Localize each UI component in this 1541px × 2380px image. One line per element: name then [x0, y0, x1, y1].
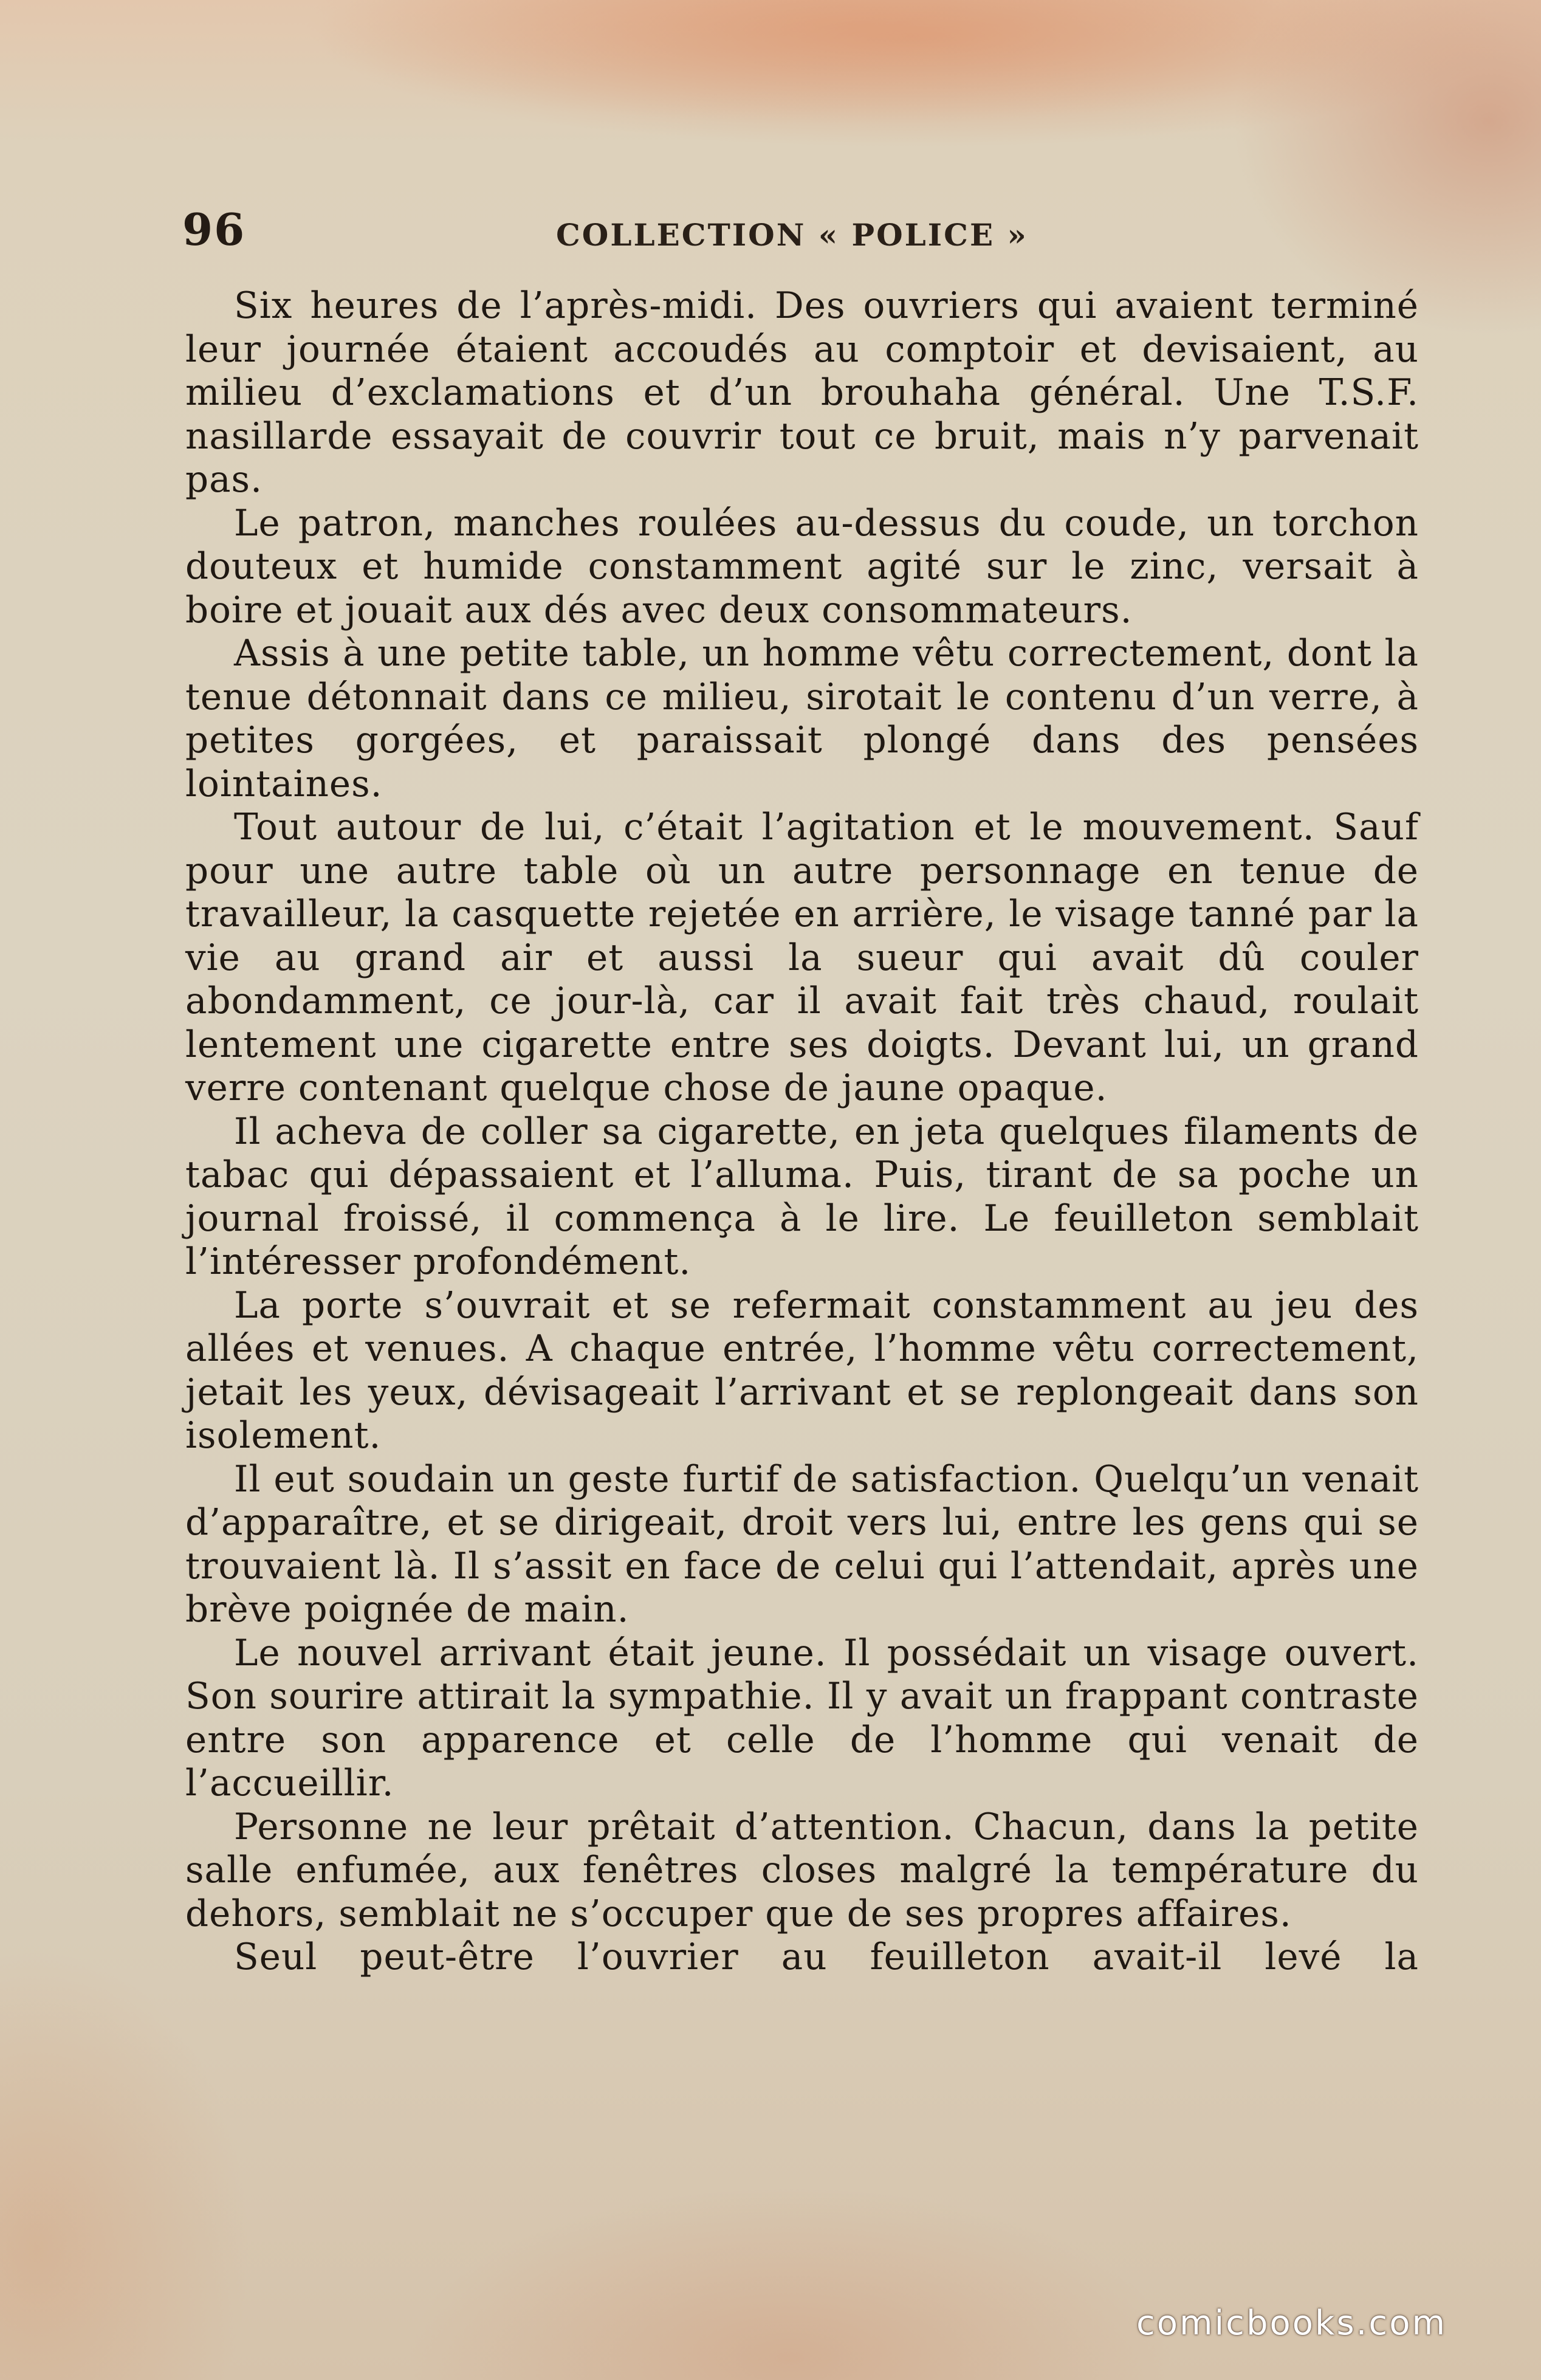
page-header: [182, 204, 1422, 258]
paragraph: Personne ne leur prêtait d’attention. Chacun, dans la petite salle enfumée, aux fenêtres closes malgré la température du dehors, semblait ne s’occuper que de ses propres affaires.: [185, 1806, 1419, 1935]
body-text: [185, 284, 1419, 1979]
paragraph: Il acheva de coller sa cigarette, en jeta quelques filaments de tabac qui dépassaient et l’alluma. Puis, tirant de sa poche un journal froissé, il commença à le lire. Le feuilleton semblait l’intéresser profondément.: [185, 1110, 1419, 1283]
paragraph: Le patron, manches roulées au-dessus du coude, un torchon douteux et humide constamment agité sur le zinc, versait à boire et jouait aux dés avec deux consommateurs.: [185, 502, 1419, 631]
page-number: 96: [182, 204, 246, 255]
paragraph: La porte s’ouvrait et se refermait constamment au jeu des allées et venues. A chaque entrée, l’homme vêtu correctement, jetait les yeux, dévisageait l’arrivant et se replongeait dans son isolement.: [185, 1284, 1419, 1457]
watermark: comicbooks.com: [1136, 2303, 1447, 2343]
paragraph: Il eut soudain un geste furtif de satisfaction. Quelqu’un venait d’apparaître, et se dirigeait, droit vers lui, entre les gens qui se trouvaient là. Il s’assit en face de celui qui l’attendait, après une brève poignée de main.: [185, 1458, 1419, 1631]
paragraph: Six heures de l’après-midi. Des ouvriers qui avaient terminé leur journée étaient accoudés au comptoir et devisaient, au milieu d’exclamations et d’un brouhaha général. Une T.S.F. nasillarde essayait de couvrir tout ce bruit, mais n’y parvenait pas.: [185, 285, 1419, 501]
paragraph-last-line: Seul peut-être l’ouvrier au feuilleton avait-il levé la: [234, 1936, 1419, 1978]
paragraph: Assis à une petite table, un homme vêtu correctement, dont la tenue détonnait dans ce milieu, sirotait le contenu d’un verre, à petites gorgées, et paraissait plongé dans des pensées lointaines.: [185, 633, 1419, 805]
paragraph: Tout autour de lui, c’était l’agitation et le mouvement. Sauf pour une autre table où un autre personnage en tenue de travailleur, la casquette rejetée en arrière, le visage tanné par la vie au grand air et aussi la sueur qui avait dû couler abondamment, ce jour-là, car il avait fait très chaud, roulait lentement une cigarette entre ses doigts. Devant lui, un grand verre contenant quelque chose de jaune opaque.: [185, 807, 1419, 1109]
running-head: COLLECTION « POLICE »: [556, 217, 1028, 253]
paper-stain: [182, 0, 1541, 182]
paragraph: Le nouvel arrivant était jeune. Il possédait un visage ouvert. Son sourire attirait la sympathie. Il y avait un frappant contraste entre son apparence et celle de l’homme qui venait de l’accueillir.: [185, 1632, 1419, 1804]
